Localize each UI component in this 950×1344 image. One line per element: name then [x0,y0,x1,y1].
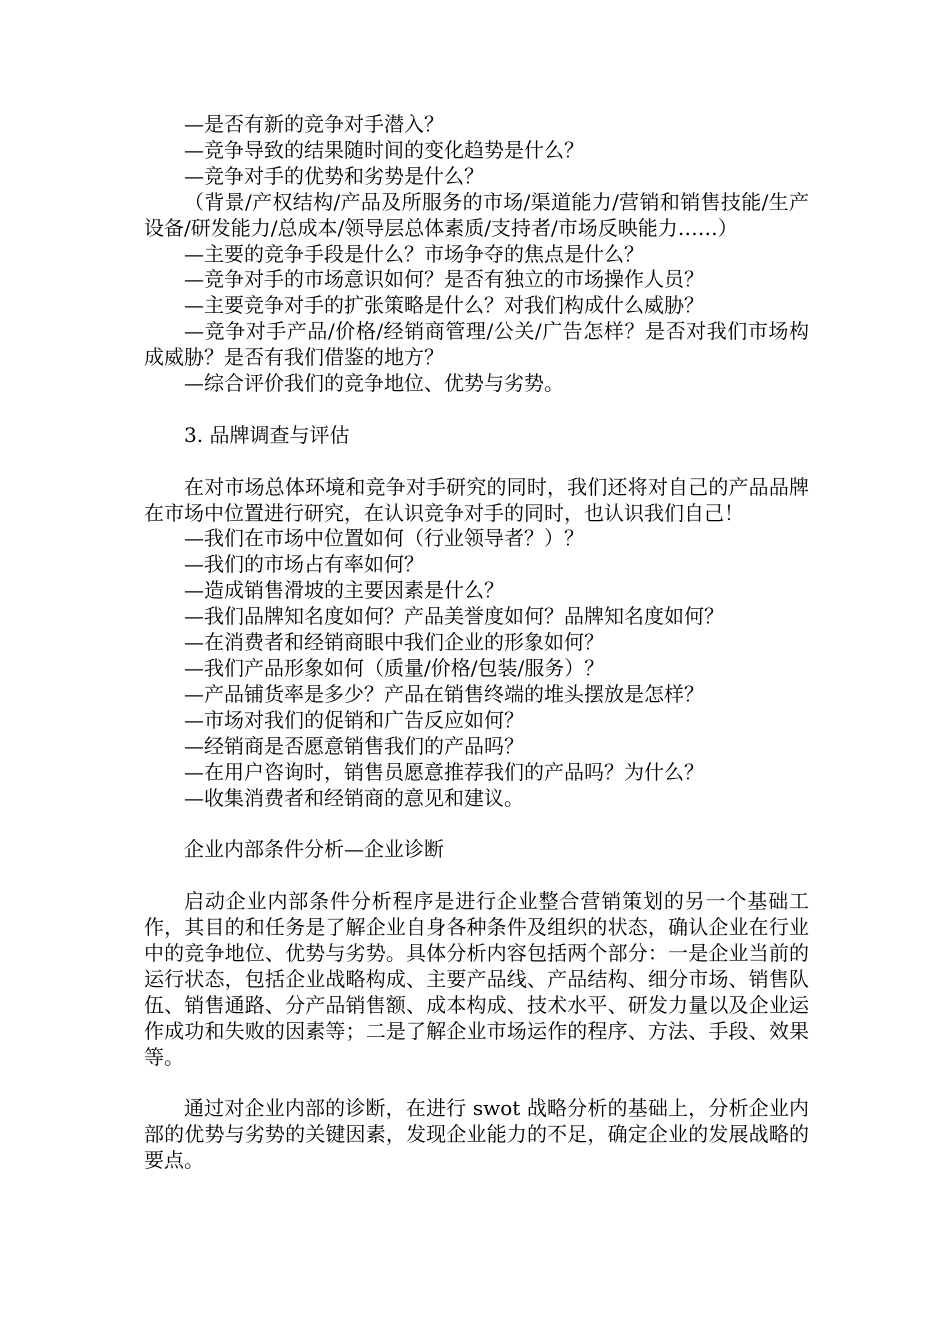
brand-question-6: —我们产品形象如何（质量/价格/包装/服务）？ [184,656,605,680]
competitor-question-7: —竞争对手产品/价格/经销商管理/公关/广告怎样？是否对我们市场构成威胁？是否有我们借鉴的地方？ [144,319,809,370]
spacer [144,1070,809,1096]
brand-question-11: —收集消费者和经销商的意见和建议。 [184,785,524,810]
internal-paragraph-2: 通过对企业内部的诊断，在进行 swot 战略分析的基础上，分析企业内部的优势与劣势的关键因素，发现企业能力的不足，确定企业的发展战略的要点。 [144,1096,809,1173]
brand-question-7: —产品铺货率是多少？产品在销售终端的堆头摆放是怎样？ [184,681,704,706]
brand-question-9: —经销商是否愿意销售我们的产品吗？ [184,733,524,758]
brand-question-4: —我们品牌知名度如何？产品美誉度如何？品牌知名度如何？ [184,604,724,629]
competitor-question-2: —竞争导致的结果随时间的变化趋势是什么？ [184,137,584,162]
internal-paragraph-1: 启动企业内部条件分析程序是进行企业整合营销策划的另一个基础工作，其目的和任务是了解企业自身各种条件及组织的状态，确认企业在行业中的竞争地位、优势与劣势。具体分析内容包括两个部分：一是企业当前的运行状态，包括企业战略构成、主要产品线、产品结构、细分市场、销售队伍、销售通路、分产品销售额、成本构成、技术水平、研发力量以及企业运作成功和失败的因素等；二是了解企业市场运作的程序、方法、手段、效果等。 [144,889,809,1069]
brand-question-2: —我们的市场占有率如何？ [184,552,424,577]
spacer [144,449,809,475]
document-page [144,112,809,1174]
brand-section-heading: 3. 品牌调查与评估 [184,422,350,447]
brand-question-10: —在用户咨询时，销售员愿意推荐我们的产品吗？为什么？ [184,759,704,784]
spacer [144,811,809,837]
competitor-question-4: —主要的竞争手段是什么？市场争夺的焦点是什么？ [184,241,644,266]
brand-intro-paragraph: 在对市场总体环境和竞争对手研究的同时，我们还将对自己的产品品牌在市场中位置进行研究，在认识竞争对手的同时，也认识我们自己！ [144,474,809,525]
competitor-question-5: —竞争对手的市场意识如何？是否有独立的市场操作人员？ [184,267,704,292]
competitor-question-6: —主要竞争对手的扩张策略是什么？对我们构成什么威胁？ [184,293,704,318]
internal-section-heading: 企业内部条件分析—企业诊断 [184,837,444,862]
competitor-question-1: —是否有新的竞争对手潜入？ [184,112,444,136]
brand-question-5: —在消费者和经销商眼中我们企业的形象如何？ [184,630,604,655]
competitor-question-8: —综合评价我们的竞争地位、优势与劣势。 [184,371,564,396]
competitor-note: （背景/产权结构/产品及所服务的市场/渠道能力/营销和销售技能/生产设备/研发能力/总成本/领导层总体素质/支持者/市场反映能力……） [144,189,809,240]
brand-question-8: —市场对我们的促销和广告反应如何？ [184,707,524,732]
spacer [144,397,809,423]
brand-question-1: —我们在市场中位置如何（行业领导者？）？ [184,526,584,551]
competitor-question-3: —竞争对手的优势和劣势是什么？ [184,163,484,188]
brand-question-3: —造成销售滑坡的主要因素是什么？ [184,578,504,603]
spacer [144,863,809,889]
